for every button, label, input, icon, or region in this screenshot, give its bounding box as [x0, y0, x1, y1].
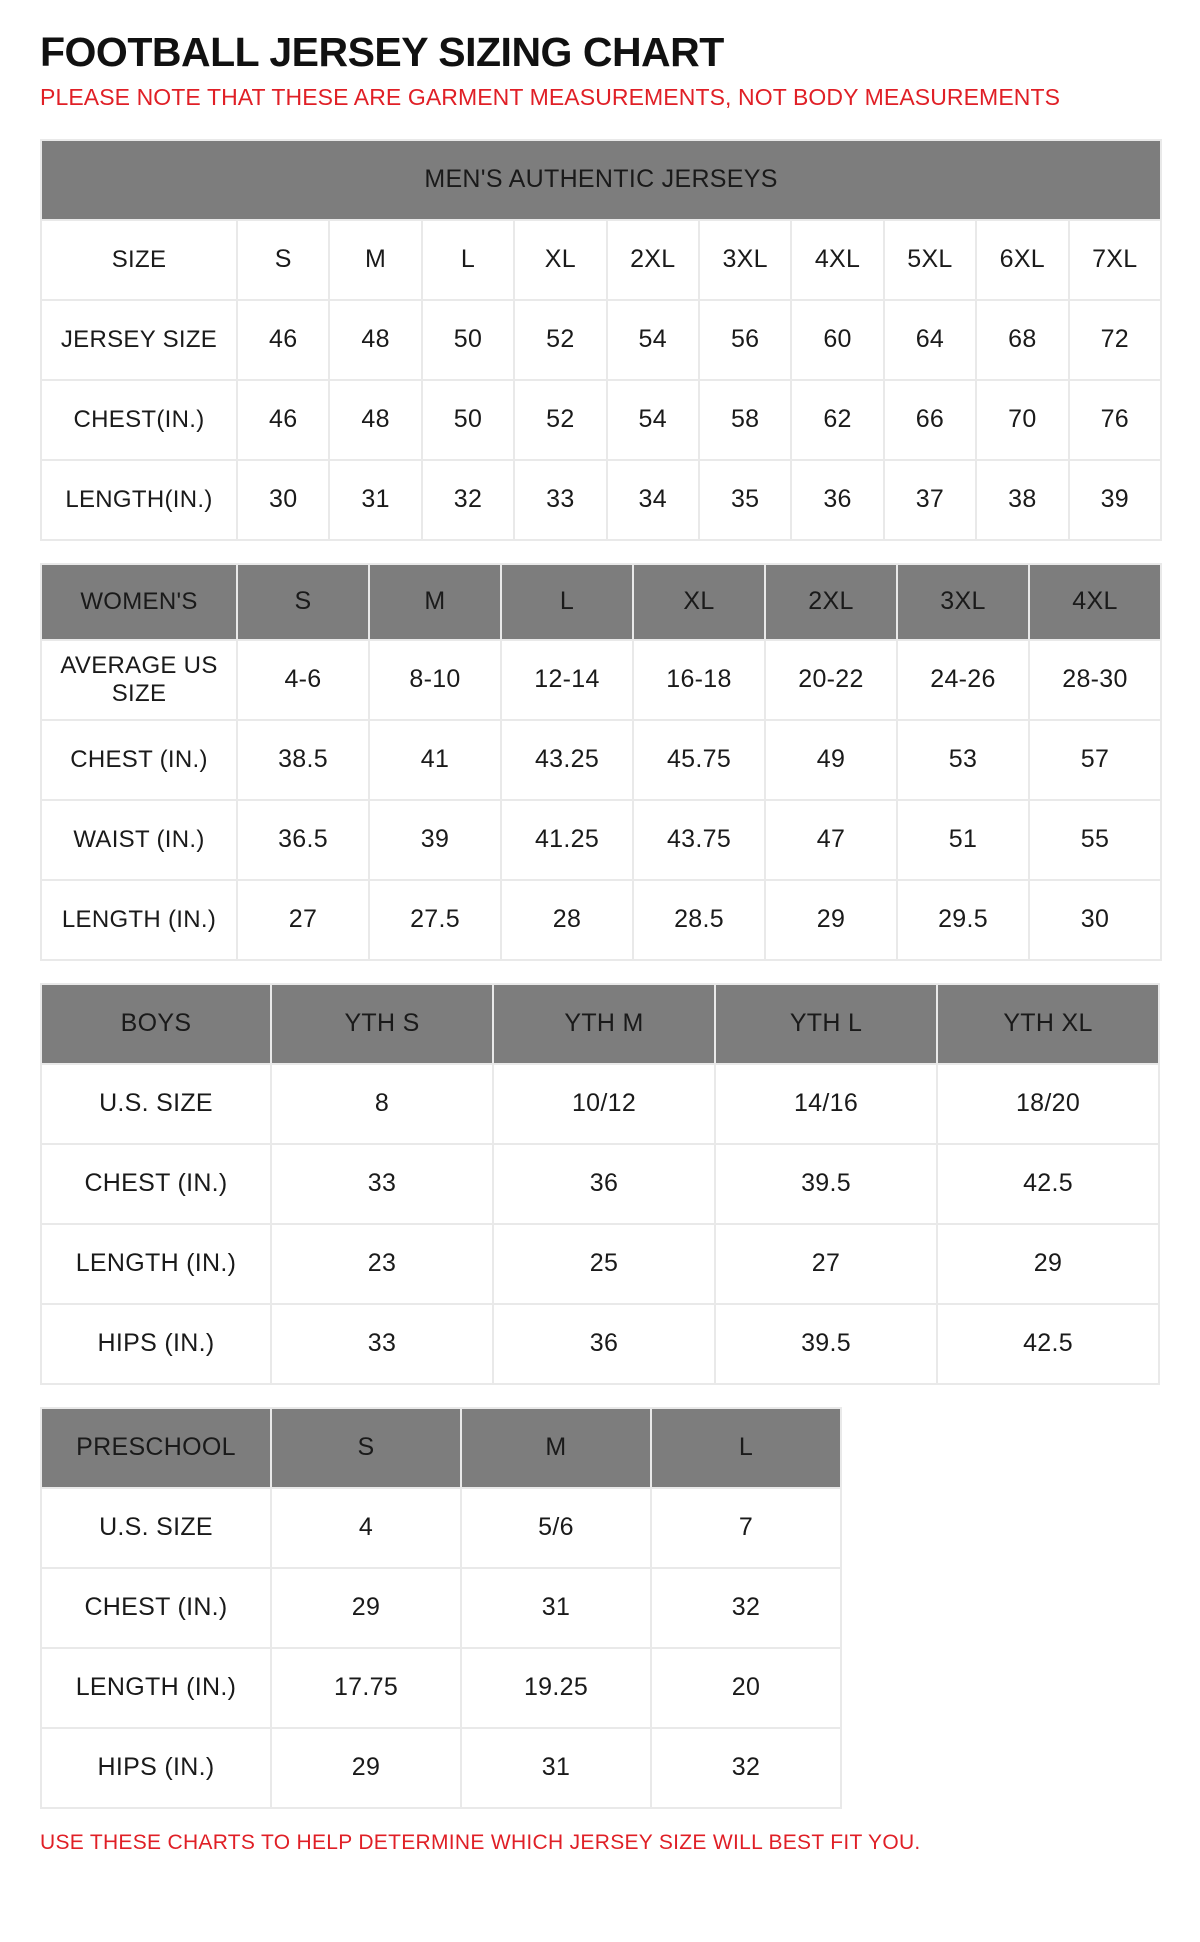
womens-size-header: L: [501, 564, 633, 640]
cell: 72: [1069, 300, 1162, 380]
cell: 8-10: [369, 640, 501, 720]
cell: 49: [765, 720, 897, 800]
cell: 29: [765, 880, 897, 960]
table-row: [41, 800, 1161, 880]
cell: 58: [699, 380, 791, 460]
mens-size-header: 7XL: [1069, 220, 1162, 300]
cell: 23: [271, 1224, 493, 1304]
table-row: [41, 1408, 841, 1488]
mens-size-label: SIZE: [41, 220, 237, 300]
cell: 38: [976, 460, 1068, 540]
table-row: [41, 380, 1161, 460]
mens-size-header: S: [237, 220, 329, 300]
cell: 42.5: [937, 1304, 1159, 1384]
cell: 51: [897, 800, 1029, 880]
cell: 39: [1069, 460, 1162, 540]
mens-band-title: MEN'S AUTHENTIC JERSEYS: [41, 140, 1161, 220]
cell: 30: [237, 460, 329, 540]
cell: 70: [976, 380, 1068, 460]
mens-size-header: 5XL: [884, 220, 976, 300]
cell: 68: [976, 300, 1068, 380]
cell: 39.5: [715, 1144, 937, 1224]
cell: 27: [715, 1224, 937, 1304]
mens-size-header: 6XL: [976, 220, 1068, 300]
cell: 62: [791, 380, 883, 460]
womens-jerseys-table: [40, 563, 1162, 961]
row-label: AVERAGE US SIZE: [41, 640, 237, 720]
mens-authentic-jerseys-table: [40, 139, 1162, 541]
womens-size-header: M: [369, 564, 501, 640]
table-row: [41, 720, 1161, 800]
cell: 29: [937, 1224, 1159, 1304]
boys-size-header: YTH S: [271, 984, 493, 1064]
cell: 4: [271, 1488, 461, 1568]
cell: 55: [1029, 800, 1161, 880]
preschool-size-header: M: [461, 1408, 651, 1488]
table-row: [41, 300, 1161, 380]
cell: 31: [461, 1728, 651, 1808]
table-row: [41, 1064, 1159, 1144]
cell: 32: [651, 1728, 841, 1808]
cell: 37: [884, 460, 976, 540]
cell: 7: [651, 1488, 841, 1568]
row-label: WAIST (IN.): [41, 800, 237, 880]
cell: 46: [237, 300, 329, 380]
cell: 41.25: [501, 800, 633, 880]
table-row: [41, 1648, 841, 1728]
cell: 47: [765, 800, 897, 880]
cell: 12-14: [501, 640, 633, 720]
table-row: [41, 1488, 841, 1568]
page-title: FOOTBALL JERSEY SIZING CHART: [40, 29, 724, 75]
cell: 66: [884, 380, 976, 460]
cell: 32: [651, 1568, 841, 1648]
cell: 31: [461, 1568, 651, 1648]
table-row: [41, 220, 1161, 300]
preschool-jerseys-table: [40, 1407, 842, 1809]
preschool-size-header: L: [651, 1408, 841, 1488]
cell: 4-6: [237, 640, 369, 720]
cell: 28-30: [1029, 640, 1161, 720]
cell: 46: [237, 380, 329, 460]
cell: 10/12: [493, 1064, 715, 1144]
cell: 27.5: [369, 880, 501, 960]
cell: 50: [422, 380, 514, 460]
boys-header-label: BOYS: [41, 984, 271, 1064]
cell: 31: [329, 460, 421, 540]
cell: 53: [897, 720, 1029, 800]
cell: 28.5: [633, 880, 765, 960]
cell: 19.25: [461, 1648, 651, 1728]
mens-size-header: 3XL: [699, 220, 791, 300]
cell: 8: [271, 1064, 493, 1144]
cell: 33: [514, 460, 606, 540]
cell: 17.75: [271, 1648, 461, 1728]
mens-size-header: 4XL: [791, 220, 883, 300]
row-label: U.S. SIZE: [41, 1064, 271, 1144]
table-row: [41, 880, 1161, 960]
row-label: CHEST (IN.): [41, 1144, 271, 1224]
womens-size-header: 2XL: [765, 564, 897, 640]
footnote: USE THESE CHARTS TO HELP DETERMINE WHICH JERSEY SIZE WILL BEST FIT YOU.: [40, 1830, 921, 1854]
cell: 20-22: [765, 640, 897, 720]
table-row: [41, 1144, 1159, 1224]
boys-size-header: YTH L: [715, 984, 937, 1064]
cell: 24-26: [897, 640, 1029, 720]
cell: 33: [271, 1144, 493, 1224]
preschool-header-label: PRESCHOOL: [41, 1408, 271, 1488]
cell: 60: [791, 300, 883, 380]
table-row: [41, 1304, 1159, 1384]
row-label: CHEST(IN.): [41, 380, 237, 460]
cell: 41: [369, 720, 501, 800]
cell: 64: [884, 300, 976, 380]
mens-size-header: 2XL: [607, 220, 699, 300]
cell: 36: [493, 1304, 715, 1384]
cell: 25: [493, 1224, 715, 1304]
cell: 34: [607, 460, 699, 540]
cell: 52: [514, 300, 606, 380]
table-row: [41, 1728, 841, 1808]
cell: 29.5: [897, 880, 1029, 960]
cell: 43.25: [501, 720, 633, 800]
cell: 32: [422, 460, 514, 540]
cell: 36: [493, 1144, 715, 1224]
cell: 27: [237, 880, 369, 960]
row-label: JERSEY SIZE: [41, 300, 237, 380]
cell: 29: [271, 1568, 461, 1648]
table-row: [41, 460, 1161, 540]
mens-size-header: M: [329, 220, 421, 300]
row-label: U.S. SIZE: [41, 1488, 271, 1568]
row-label: LENGTH (IN.): [41, 1648, 271, 1728]
cell: 18/20: [937, 1064, 1159, 1144]
cell: 48: [329, 380, 421, 460]
row-label: HIPS (IN.): [41, 1728, 271, 1808]
cell: 56: [699, 300, 791, 380]
mens-size-header: XL: [514, 220, 606, 300]
womens-size-header: XL: [633, 564, 765, 640]
womens-header-label: WOMEN'S: [41, 564, 237, 640]
cell: 14/16: [715, 1064, 937, 1144]
cell: 29: [271, 1728, 461, 1808]
cell: 54: [607, 380, 699, 460]
cell: 16-18: [633, 640, 765, 720]
cell: 48: [329, 300, 421, 380]
cell: 52: [514, 380, 606, 460]
table-row: [41, 640, 1161, 720]
table-row: [41, 1224, 1159, 1304]
row-label: CHEST (IN.): [41, 1568, 271, 1648]
cell: 38.5: [237, 720, 369, 800]
cell: 42.5: [937, 1144, 1159, 1224]
boys-size-header: YTH XL: [937, 984, 1159, 1064]
cell: 54: [607, 300, 699, 380]
cell: 28: [501, 880, 633, 960]
cell: 50: [422, 300, 514, 380]
mens-size-header: L: [422, 220, 514, 300]
row-label: LENGTH (IN.): [41, 1224, 271, 1304]
cell: 30: [1029, 880, 1161, 960]
cell: 39: [369, 800, 501, 880]
boys-size-header: YTH M: [493, 984, 715, 1064]
row-label: HIPS (IN.): [41, 1304, 271, 1384]
womens-size-header: S: [237, 564, 369, 640]
cell: 57: [1029, 720, 1161, 800]
row-label: LENGTH (IN.): [41, 880, 237, 960]
womens-size-header: 3XL: [897, 564, 1029, 640]
cell: 39.5: [715, 1304, 937, 1384]
cell: 43.75: [633, 800, 765, 880]
womens-size-header: 4XL: [1029, 564, 1161, 640]
cell: 20: [651, 1648, 841, 1728]
cell: 33: [271, 1304, 493, 1384]
cell: 45.75: [633, 720, 765, 800]
row-label: LENGTH(IN.): [41, 460, 237, 540]
cell: 5/6: [461, 1488, 651, 1568]
table-row: [41, 984, 1159, 1064]
cell: 36.5: [237, 800, 369, 880]
row-label: CHEST (IN.): [41, 720, 237, 800]
table-row: [41, 564, 1161, 640]
page-subtitle: PLEASE NOTE THAT THESE ARE GARMENT MEASUREMENTS, NOT BODY MEASUREMENTS: [40, 84, 1061, 111]
preschool-size-header: S: [271, 1408, 461, 1488]
cell: 76: [1069, 380, 1162, 460]
cell: 36: [791, 460, 883, 540]
cell: 35: [699, 460, 791, 540]
table-row: [41, 140, 1161, 220]
table-row: [41, 1568, 841, 1648]
boys-jerseys-table: [40, 983, 1160, 1385]
